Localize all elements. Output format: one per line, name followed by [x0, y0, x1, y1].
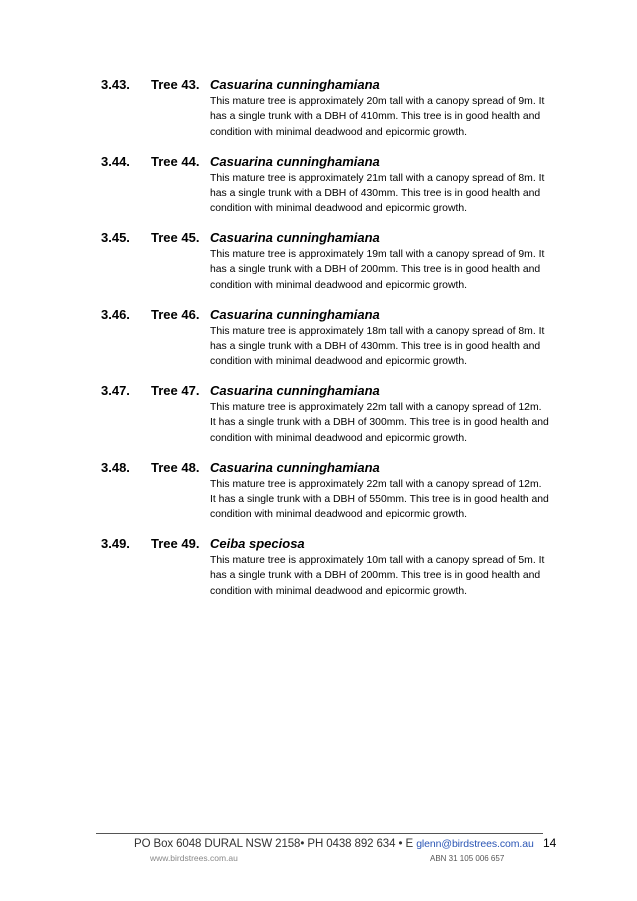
tree-entry	[0, 230, 637, 307]
species-name: Casuarina cunninghamiana	[210, 383, 380, 398]
page-number: 14	[543, 836, 557, 850]
description-line: It has a single trunk with a DBH of 300mm. This tree is in good health and	[210, 417, 549, 429]
description-line: This mature tree is approximately 20m tall with a canopy spread of 9m. It	[210, 96, 545, 107]
tree-label: Tree 44.	[151, 153, 200, 169]
footer-divider	[96, 833, 543, 834]
tree-description	[210, 247, 560, 293]
tree-label: Tree 43.	[151, 77, 200, 92]
tree-entries-list	[0, 77, 637, 613]
description-line: This mature tree is approximately 10m tall with a canopy spread of 5m. It	[210, 555, 545, 566]
description-line: This mature tree is approximately 21m tall with a canopy spread of 8m. It	[210, 172, 545, 184]
tree-description	[210, 400, 560, 446]
tree-entry	[0, 383, 637, 460]
description-line: This mature tree is approximately 19m tall with a canopy spread of 9m. It	[210, 249, 545, 260]
tree-entry	[0, 154, 637, 231]
tree-entry	[0, 460, 637, 537]
tree-description	[210, 477, 560, 523]
section-number: 3.48.	[101, 459, 130, 475]
footer-website[interactable]: www.birdstrees.com.au	[150, 853, 238, 863]
section-number: 3.46.	[101, 306, 130, 322]
species-name: Ceiba speciosa	[210, 536, 305, 551]
description-line: It has a single trunk with a DBH of 550mm. This tree is in good health and	[210, 493, 549, 505]
footer-email-link[interactable]: glenn@birdstrees.com.au	[416, 838, 534, 850]
tree-entry	[0, 77, 637, 154]
tree-entry	[0, 307, 637, 384]
description-line: has a single trunk with a DBH of 200mm. This tree is in good health and	[210, 570, 541, 582]
section-number: 3.43.	[101, 77, 130, 92]
footer-contact	[134, 838, 534, 850]
species-name: Casuarina cunninghamiana	[210, 306, 380, 322]
tree-description	[210, 94, 560, 140]
tree-label: Tree 45.	[151, 230, 200, 245]
species-name: Casuarina cunninghamiana	[210, 153, 380, 169]
section-number: 3.45.	[101, 230, 130, 245]
description-line: has a single trunk with a DBH of 430mm. This tree is in good health and	[210, 187, 541, 199]
description-line: has a single trunk with a DBH of 430mm. This tree is in good health and	[210, 340, 541, 352]
section-number: 3.49.	[101, 536, 130, 551]
description-line: has a single trunk with a DBH of 410mm. This tree is in good health and	[210, 111, 541, 123]
species-name: Casuarina cunninghamiana	[210, 230, 380, 245]
tree-description	[210, 324, 560, 370]
tree-label: Tree 48.	[151, 459, 200, 475]
tree-entry	[0, 536, 637, 613]
section-number: 3.47.	[101, 383, 130, 398]
description-line: condition with minimal deadwood and epicormic growth.	[210, 126, 468, 138]
description-line: condition with minimal deadwood and epicormic growth.	[210, 509, 468, 521]
tree-description	[210, 171, 560, 217]
species-name: Casuarina cunninghamiana	[210, 77, 380, 92]
description-line: This mature tree is approximately 22m tall with a canopy spread of 12m.	[210, 478, 542, 490]
species-name: Casuarina cunninghamiana	[210, 459, 380, 475]
tree-description	[210, 553, 560, 599]
tree-label: Tree 46.	[151, 306, 200, 322]
tree-label: Tree 49.	[151, 536, 200, 551]
description-line: condition with minimal deadwood and epicormic growth.	[210, 356, 468, 368]
footer-abn: ABN 31 105 006 657	[430, 854, 505, 863]
description-line: condition with minimal deadwood and epicormic growth.	[210, 585, 468, 597]
section-number: 3.44.	[101, 153, 130, 169]
description-line: condition with minimal deadwood and epicormic growth.	[210, 203, 468, 215]
description-line: This mature tree is approximately 22m tall with a canopy spread of 12m.	[210, 402, 542, 413]
description-line: has a single trunk with a DBH of 200mm. This tree is in good health and	[210, 264, 541, 276]
description-line: This mature tree is approximately 18m tall with a canopy spread of 8m. It	[210, 325, 545, 337]
description-line: condition with minimal deadwood and epicormic growth.	[210, 432, 468, 444]
description-line: condition with minimal deadwood and epicormic growth.	[210, 279, 468, 291]
tree-label: Tree 47.	[151, 383, 200, 398]
footer-address: PO Box 6048 DURAL NSW 2158• PH 0438 892 634 • E	[134, 838, 417, 850]
